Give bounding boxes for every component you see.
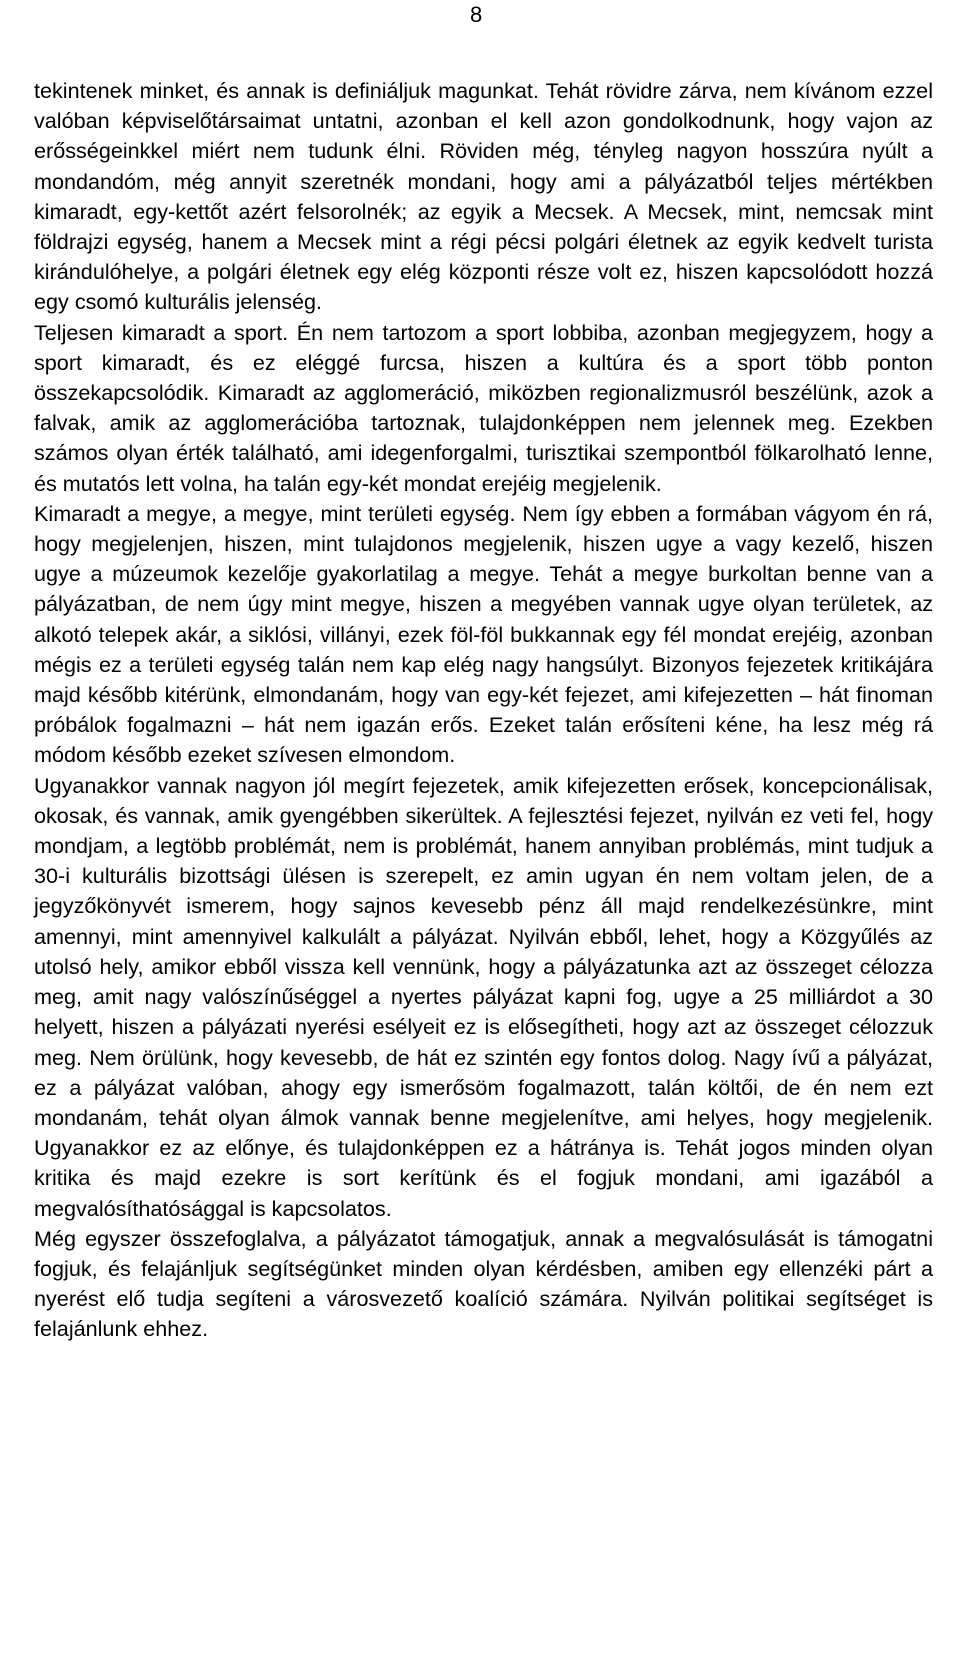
paragraph: Teljesen kimaradt a sport. Én nem tartozom a sport lobbiba, azonban megjegyzem, hogy a sport kimaradt, és ez eléggé furcsa, hiszen a kultúra és a sport több ponton összekapcsolódik. Kimaradt az agglomeráció, miközben regionalizmusról beszélünk, azok a falvak, amik az agglomerációba tartoznak, tulajdonképpen nem jelennek meg. Ezekben számos olyan érték található, ami idegenforgalmi, turisztikai szempontból fölkarolható lenne, és mutatós lett volna, ha talán egy-két mondat erejéig megjelenik.: [34, 319, 933, 496]
document-body: [34, 76, 933, 1345]
paragraph: Kimaradt a megye, a megye, mint területi egység. Nem így ebben a formában vágyom én rá, hogy megjelenjen, hiszen, mint tulajdonos megjelenik, hiszen ugye a vagy kezelő, hiszen ugye a múzeumok kezelője gyakorlatilag a megye. Tehát a megye burkoltan benne van a pályázatban, de nem úgy mint megye, hiszen a megyében vannak ugye olyan területek, az alkotó telepek akár, a siklósi, villányi, ezek föl-föl bukkannak egy fél mondat erejéig, azonban mégis ez a területi egység talán nem kap elég nagy hangsúlyt. Bizonyos fejezetek kritikájára majd később kitérünk, elmondanám, hogy van egy-két fejezet, ami kifejezetten – hát finoman próbálok fogalmazni – hát nem igazán erős. Ezeket talán erősíteni kéne, ha lesz még rá módom később ezeket szívesen elmondom.: [34, 500, 933, 768]
paragraph: tekintenek minket, és annak is definiáljuk magunkat. Tehát rövidre zárva, nem kívánom ezzel valóban képviselőtársaimat untatni, azonban el kell azon gondolkodnunk, hogy vajon az erősségeinkkel miért nem tudunk élni. Röviden még, tényleg nagyon hosszúra nyúlt a mondandóm, még annyit szeretnék mondani, hogy ami a pályázatból teljes mértékben kimaradt, egy-kettőt azért felsorolnék; az egyik a Mecsek. A Mecsek, mint, nemcsak mint földrajzi egység, hanem a Mecsek mint a régi pécsi polgári életnek az egyik kedvelt turista kirándulóhelye, a polgári életnek egy elég központi része volt ez, hiszen kapcsolódott hozzá egy csomó kulturális jelenség.: [34, 78, 933, 315]
paragraph: Még egyszer összefoglalva, a pályázatot támogatjuk, annak a megvalósulását is támogatni fogjuk, és felajánljuk segítségünket minden olyan kérdésben, amiben egy ellenzéki párt a nyerést elő tudja segíteni a városvezető koalíció számára. Nyilván politikai segítséget is felajánlunk ehhez.: [34, 1225, 933, 1342]
paragraph: Ugyanakkor vannak nagyon jól megírt fejezetek, amik kifejezetten erősek, koncepcionálisak, okosak, és vannak, amik gyengébben sikerültek. A fejlesztési fejezet, nyilván ez veti fel, hogy mondjam, a legtöbb problémát, nem is problémát, hanem annyiban problémás, mint tudjuk a 30-i kulturális bizottsági ülésen is szerepelt, ez amin ugyan én nem voltam jelen, de a jegyzőkönyvét ismerem, hogy sajnos kevesebb pénz áll majd rendelkezésünkre, mint amennyi, mint amennyivel kalkulált a pályázat. Nyilván ebből, lehet, hogy a Közgyűlés az utolsó hely, amikor ebből vissza kell vennünk, hogy a pályázatunka azt az összeget célozza meg, amit nagy valószínűséggel a nyertes pályázat kapni fog, ugye a 25 milliárdot a 30 helyett, hiszen a pályázati nyerési esélyeit ez is elősegítheti, hogy azt az összeget célozzuk meg. Nem örülünk, hogy kevesebb, de hát ez szintén egy fontos dolog. Nagy ívű a pályázat, ez a pályázat valóban, ahogy egy ismerősöm fogalmazott, talán költői, de én nem ezt mondanám, tehát olyan álmok vannak benne megjelenítve, ami helyes, hogy megjelenik. Ugyanakkor ez az előnye, és tulajdonképpen ez a hátránya is. Tehát jogos minden olyan kritika és majd ezekre is sort kerítünk és el fogjuk mondani, ami igazából a megvalósíthatósággal is kapcsolatos.: [34, 772, 933, 1221]
page-number: 8: [470, 2, 483, 27]
